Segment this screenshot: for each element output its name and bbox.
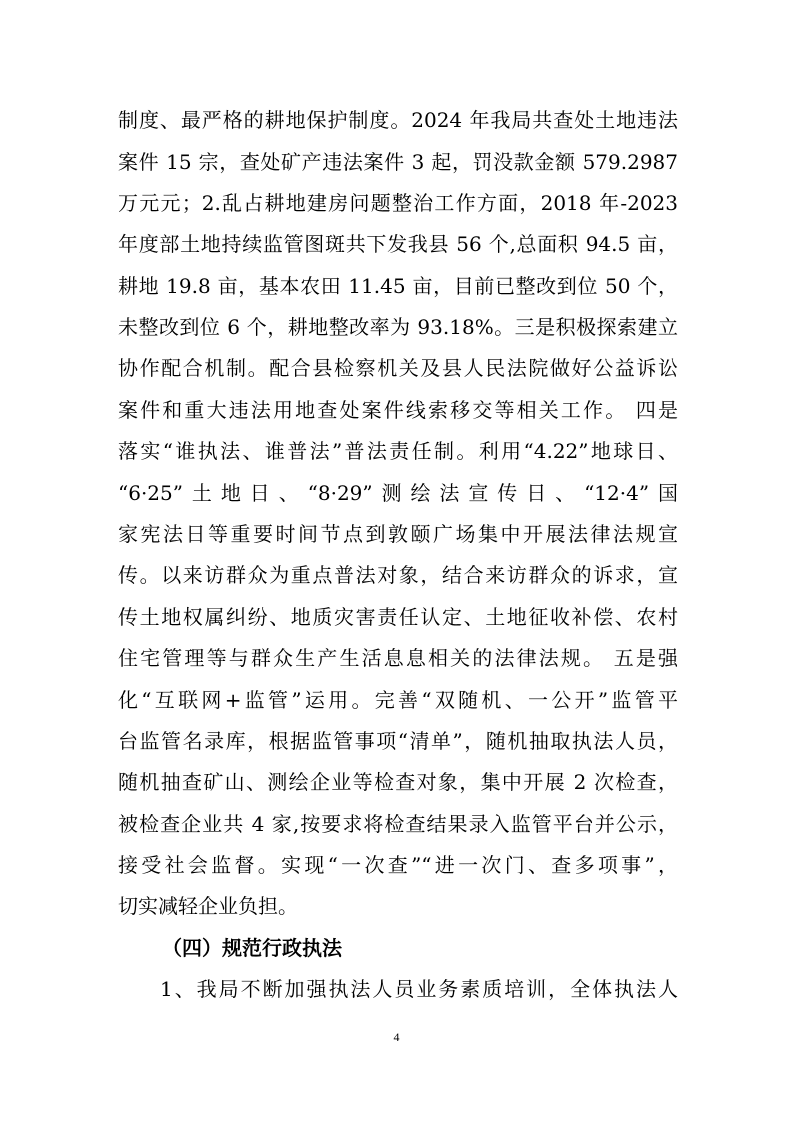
paragraph-line: 未整改到位 6 个，耕地整改率为 93.18%。三是积极探索建立	[118, 315, 678, 339]
paragraph-line: 住宅管理等与群众生产生活息息相关的法律法规。 五是强	[118, 646, 678, 670]
paragraph-line: 落实“谁执法、谁普法”普法责任制。利用“4.22”地球日、	[118, 439, 678, 463]
paragraph-line: 切实减轻企业负担。	[118, 894, 298, 918]
paragraph-line: 耕地 19.8 亩，基本农田 11.45 亩，目前已整改到位 50 个，	[118, 274, 678, 298]
paragraph-line: 年度部土地持续监管图斑共下发我县 56 个,总面积 94.5 亩，	[118, 232, 678, 256]
paragraph-line: 制度、最严格的耕地保护制度。2024 年我局共查处土地违法	[118, 108, 678, 132]
paragraph-line: 传。以来访群众为重点普法对象，结合来访群众的诉求，宣	[118, 563, 678, 587]
paragraph-line: 接受社会监督。实现“一次查”“进一次门、查多项事”，	[118, 853, 678, 877]
paragraph-line: 被检查企业共 4 家,按要求将检查结果录入监管平台并公示，	[118, 812, 678, 836]
paragraph-line: 随机抽查矿山、测绘企业等检查对象，集中开展 2 次检查，	[118, 770, 678, 794]
paragraph-line: 协作配合机制。配合县检察机关及县人民法院做好公益诉讼	[118, 356, 678, 380]
paragraph-line: 传土地权属纠纷、地质灾害责任认定、土地征收补偿、农村	[118, 605, 678, 629]
page-number: 4	[393, 1030, 400, 1044]
paragraph-line: 案件和重大违法用地查处案件线索移交等相关工作。 四是	[118, 398, 678, 422]
paragraph-line: “6·25”土地日、“8·29”测绘法宣传日、“12·4”国	[118, 481, 678, 505]
paragraph-line: 家宪法日等重要时间节点到敦颐广场集中开展法律法规宣	[118, 522, 678, 546]
paragraph-line: 化“互联网+监管”运用。完善“双随机、一公开”监管平	[118, 688, 678, 712]
section-heading: （四）规范行政执法	[162, 936, 342, 960]
paragraph-line: 万元元；2.乱占耕地建房问题整治工作方面，2018 年-2023	[118, 191, 678, 215]
paragraph-line: 案件 15 宗，查处矿产违法案件 3 起，罚没款金额 579.2987	[118, 150, 678, 174]
paragraph-line: 1、我局不断加强执法人员业务素质培训，全体执法人	[160, 977, 678, 1001]
paragraph-line: 台监管名录库，根据监管事项“清单”，随机抽取执法人员，	[118, 729, 678, 753]
